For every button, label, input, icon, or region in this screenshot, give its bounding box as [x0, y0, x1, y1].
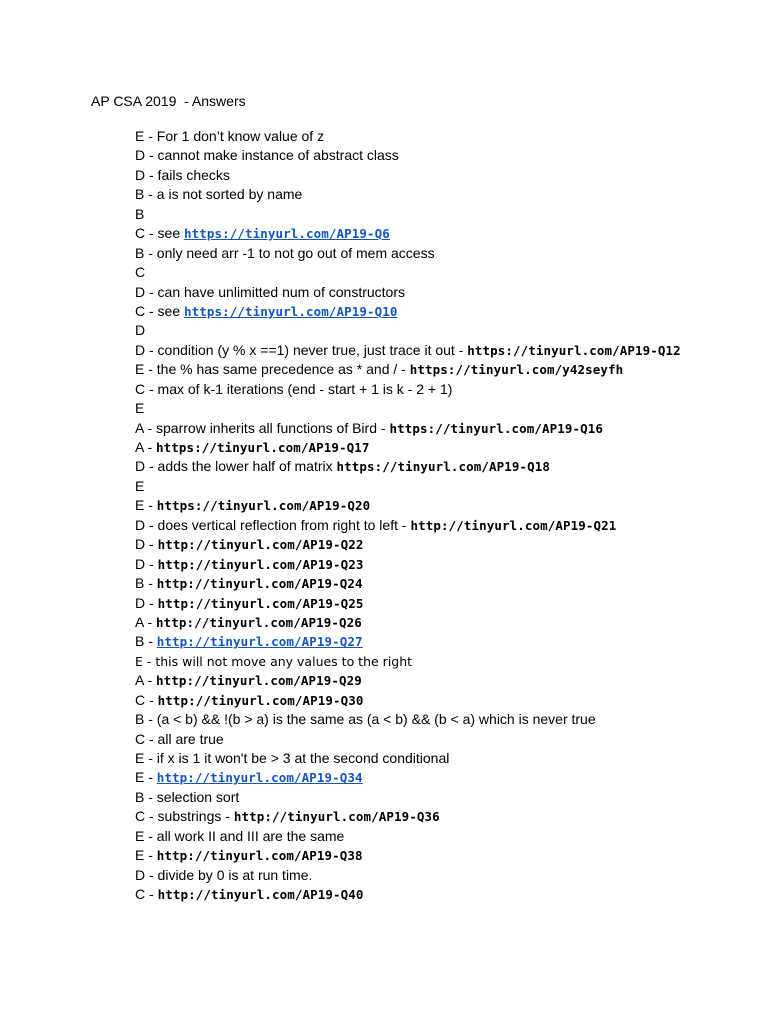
answer-text: B - (a < b) && !(b > a) is the same as (a < b) && (b < a) which is never true [135, 711, 596, 728]
answer-url: https://tinyurl.com/AP19-Q20 [156, 498, 371, 514]
answer-body [135, 457, 550, 476]
answer-url: http://tinyurl.com/AP19-Q30 [157, 692, 364, 708]
answer-text: E - if x is 1 it won't be > 3 at the second conditional [135, 750, 450, 766]
answer-text: E - [135, 497, 157, 514]
answer-text: B [135, 205, 145, 222]
answer-body [135, 166, 230, 185]
answer-text: D - condition (y % x ==1) never true, just trace it out - [135, 341, 468, 358]
answer-body [135, 535, 363, 554]
answer-body [135, 380, 452, 399]
answer-text: D - [135, 536, 158, 553]
answer-body [135, 185, 302, 204]
answer-body [135, 399, 144, 418]
answer-text: E - this will not move any values to the right [135, 653, 413, 669]
answer-link[interactable]: http://tinyurl.com/AP19-Q27 [156, 634, 363, 650]
answer-body [135, 885, 363, 904]
answer-text: C - [135, 691, 158, 708]
answer-text: C - [135, 886, 158, 903]
answer-url: http://tinyurl.com/AP19-Q40 [157, 887, 364, 903]
answer-body [135, 496, 370, 515]
answer-body [135, 419, 603, 438]
answer-url: http://tinyurl.com/AP19-Q26 [156, 614, 362, 630]
answer-url: http://tinyurl.com/AP19-Q36 [233, 809, 440, 825]
answer-body [135, 691, 363, 710]
answer-text: C - substrings - [135, 808, 234, 825]
answer-text: D - divide by 0 is at run time. [135, 866, 313, 883]
answer-body [135, 730, 224, 749]
answer-text: D - fails checks [135, 166, 230, 183]
answer-text: E - [135, 769, 157, 786]
answer-body [135, 846, 363, 865]
answer-url: https://tinyurl.com/AP19-Q16 [389, 420, 603, 436]
answer-body [135, 224, 390, 243]
answer-url: https://tinyurl.com/AP19-Q17 [156, 440, 370, 455]
answer-url: https://tinyurl.com/AP19-Q18 [336, 459, 551, 475]
answer-body [135, 613, 362, 632]
answer-text: A - [135, 439, 157, 455]
answer-url: http://tinyurl.com/AP19-Q24 [156, 576, 363, 592]
answer-body [135, 710, 596, 729]
answer-text: C [135, 264, 146, 281]
answer-url: http://tinyurl.com/AP19-Q22 [157, 537, 364, 553]
answer-url: https://tinyurl.com/AP19-Q12 [467, 342, 681, 358]
answer-body [135, 477, 144, 496]
answer-body [135, 360, 623, 379]
answer-url: http://tinyurl.com/AP19-Q25 [157, 595, 364, 611]
answer-text: D - can have unlimitted num of constructors [135, 283, 406, 300]
answer-url: https://tinyurl.com/y42seyfh [409, 362, 624, 378]
answer-body [135, 302, 398, 321]
answer-body [135, 341, 681, 360]
answer-body [135, 146, 399, 165]
answer-text: E - all work II and III are the same [135, 827, 345, 844]
answer-body [135, 205, 144, 224]
answer-body [135, 438, 370, 457]
answer-link[interactable]: http://tinyurl.com/AP19-Q34 [156, 770, 363, 786]
answer-text: D [135, 322, 146, 339]
answer-body [135, 594, 363, 613]
answer-body [135, 866, 312, 885]
answer-text: E [135, 400, 145, 417]
answer-text: E - [135, 847, 157, 864]
answer-text: D - cannot make instance of abstract class [135, 147, 399, 164]
answer-body [135, 788, 239, 807]
answer-body [135, 632, 363, 651]
answer-text: B - [135, 575, 157, 592]
answer-text: B - [135, 633, 157, 650]
answer-text: D - [135, 555, 158, 572]
answer-text: C - all are true [135, 730, 224, 747]
answer-text: C - max of k-1 iterations (end - start + 1 is k - 2 + 1) [135, 380, 453, 397]
answer-text: D - [135, 594, 158, 611]
answer-text: A - [135, 672, 157, 689]
answer-body [135, 555, 363, 574]
answer-text: B - only need arr -1 to not go out of mem access [135, 244, 435, 261]
answer-body [135, 652, 412, 671]
answer-text: B - a is not sorted by name [135, 186, 303, 203]
answer-body [135, 807, 440, 826]
answer-body [135, 827, 344, 846]
answer-text: E [135, 477, 145, 494]
answer-url: http://tinyurl.com/AP19-Q23 [157, 556, 364, 572]
answer-text: C - see [135, 302, 185, 319]
document-title: AP CSA 2019 - Answers [91, 93, 246, 109]
answer-body [135, 749, 449, 768]
answer-link[interactable]: https://tinyurl.com/AP19-Q6 [184, 226, 390, 242]
answer-text: A - [135, 613, 157, 630]
answer-body [135, 671, 362, 690]
answer-text: B - selection sort [135, 788, 240, 805]
answer-body [135, 283, 405, 302]
answer-text: C - see [135, 225, 185, 242]
answer-body [135, 768, 363, 787]
answer-body [135, 321, 145, 340]
answer-body [135, 263, 145, 282]
answer-text: A - sparrow inherits all functions of Bird - [135, 419, 390, 436]
answer-url: http://tinyurl.com/AP19-Q38 [156, 848, 363, 864]
answer-body [135, 244, 435, 263]
answer-body [135, 516, 616, 535]
answer-body [135, 574, 363, 593]
answer-text: E - the % has same precedence as * and / - [135, 361, 410, 378]
answer-url: http://tinyurl.com/AP19-Q29 [156, 673, 362, 689]
answer-link[interactable]: https://tinyurl.com/AP19-Q10 [184, 303, 398, 319]
answer-url: http://tinyurl.com/AP19-Q21 [410, 517, 617, 533]
answer-text: D - adds the lower half of matrix [135, 458, 337, 475]
answer-text: E - For 1 don’t know value of z [135, 128, 325, 144]
answer-body [135, 127, 324, 146]
answer-text: D - does vertical reflection from right to left - [135, 516, 411, 533]
